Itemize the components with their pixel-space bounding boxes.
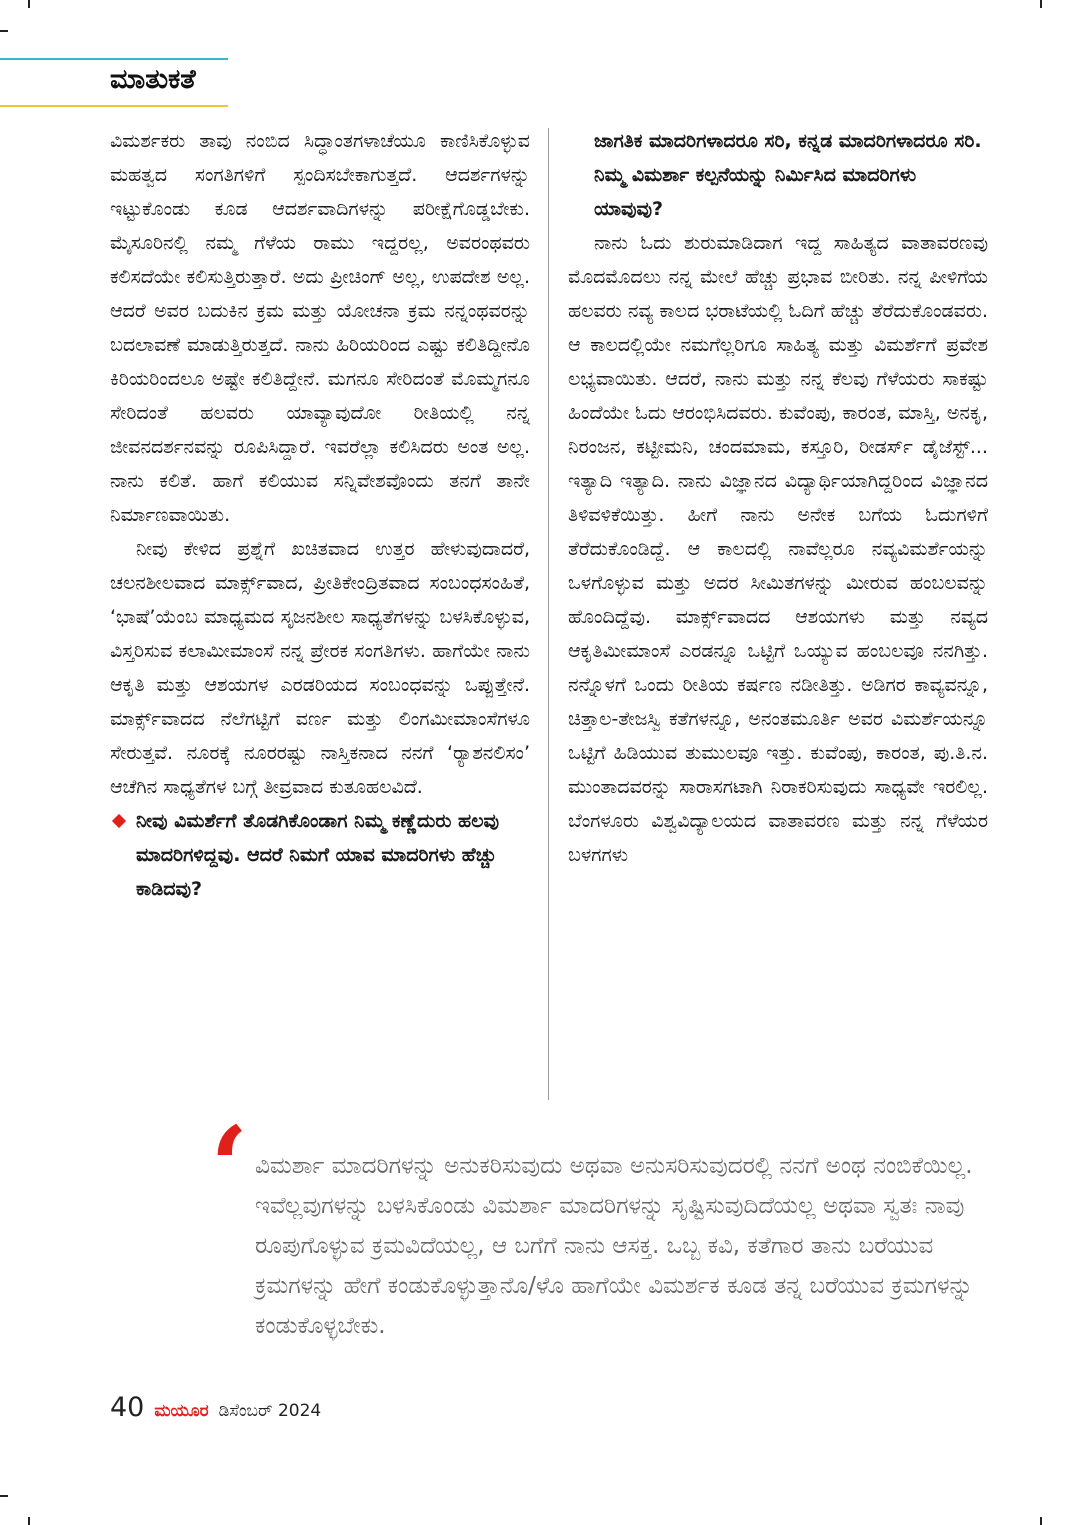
header-rule-top <box>0 58 228 60</box>
crop-mark <box>0 30 8 32</box>
page-number: 40 <box>110 1392 145 1423</box>
right-paragraph-1: ನಾನು ಓದು ಶುರುಮಾಡಿದಾಗ ಇದ್ದ ಸಾಹಿತ್ಯದ ವಾತಾವರಣವು ಮೊದಮೊದಲು ನನ್ನ ಮೇಲೆ ಹೆಚ್ಚು ಪ್ರಭಾವ ಬೀರಿತು. ನನ್ನ ಪೀಳಿಗೆಯ ಹಲವರು ನವ್ಯ ಕಾಲದ ಭರಾಟೆಯಲ್ಲಿ ಓದಿಗೆ ಹೆಚ್ಚು ತೆರೆದುಕೊಂಡವರು. ಆ ಕಾಲದಲ್ಲಿಯೇ ನಮಗೆಲ್ಲರಿಗೂ ಸಾಹಿತ್ಯ ಮತ್ತು ವಿಮರ್ಶೆಗೆ ಪ್ರವೇಶ ಲಭ್ಯವಾಯಿತು. ಆದರೆ, ನಾನು ಮತ್ತು ನನ್ನ ಕೆಲವು ಗೆಳೆಯರು ಸಾಕಷ್ಟು ಹಿಂದೆಯೇ ಓದು ಆರಂಭಿಸಿದವರು. ಕುವೆಂಪು, ಕಾರಂತ, ಮಾಸ್ತಿ, ಅನಕೃ, ನಿರಂಜನ, ಕಟ್ಟೀಮನಿ, ಚಂದಮಾಮ, ಕಸ್ತೂರಿ, ರೀಡರ್ಸ್ ಡೈಜೆಸ್ಟ್... ಇತ್ಯಾದಿ ಇತ್ಯಾದಿ. ನಾನು ವಿಜ್ಞಾನದ ವಿದ್ಯಾರ್ಥಿಯಾಗಿದ್ದರಿಂದ ವಿಜ್ಞಾನದ ತಿಳಿವಳಿಕೆಯಿತ್ತು. ಹೀಗೆ ನಾನು ಅನೇಕ ಬಗೆಯ ಓದುಗಳಿಗೆ ತೆರೆದುಕೊಂಡಿದ್ದೆ. ಆ ಕಾಲದಲ್ಲಿ ನಾವೆಲ್ಲರೂ ನವ್ಯವಿಮರ್ಶೆಯನ್ನು ಒಳಗೊಳ್ಳುವ ಮತ್ತು ಅದರ ಸೀಮಿತಗಳನ್ನು ಮೀರುವ ಹಂಬಲವನ್ನು ಹೊಂದಿದ್ದೆವು. ಮಾರ್ಕ್ಸ್‌ವಾದದ ಆಶಯಗಳು ಮತ್ತು ನವ್ಯದ ಆಕೃತಿಮೀಮಾಂಸೆ ಎರಡನ್ನೂ ಒಟ್ಟಿಗೆ ಒಯ್ಯುವ ಹಂಬಲವೂ ನನಗಿತ್ತು. ನನ್ನೊಳಗೆ ಒಂದು ರೀತಿಯ ಕರ್ಷಣ ನಡೀತಿತ್ತು. ಅಡಿಗರ ಕಾವ್ಯವನ್ನೂ, ಚಿತ್ತಾಲ-ತೇಜಸ್ವಿ ಕತೆಗಳನ್ನೂ, ಅನಂತಮೂರ್ತಿ ಅವರ ವಿಮರ್ಶೆಯನ್ನೂ ಒಟ್ಟಿಗೆ ಹಿಡಿಯುವ ತುಮುಲವೂ ಇತ್ತು. ಕುವೆಂಪು, ಕಾರಂತ, ಪು.ತಿ.ನ. ಮುಂತಾದವರನ್ನು ಸಾರಾಸಗಟಾಗಿ ನಿರಾಕರಿಸುವುದು ಸಾಧ್ಯವೇ ಇರಲಿಲ್ಲ. ಬೆಂಗಳೂರು ವಿಶ್ವವಿದ್ಯಾಲಯದ ವಾತಾವರಣ ಮತ್ತು ನನ್ನ ಗೆಳೆಯರ ಬಳಗಗಳು <box>568 232 988 866</box>
magazine-logo: ಮಯೂರ <box>154 1401 209 1421</box>
issue-date: ಡಿಸೆಂಬರ್ 2024 <box>218 1401 322 1421</box>
page-footer <box>110 1392 321 1423</box>
interview-question <box>110 804 530 906</box>
interview-question-continued: ಜಾಗತಿಕ ಮಾದರಿಗಳಾದರೂ ಸರಿ, ಕನ್ನಡ ಮಾದರಿಗಳಾದರೂ ಸರಿ. ನಿಮ್ಮ ವಿಮರ್ಶಾ ಕಲ್ಪನೆಯನ್ನು ನಿರ್ಮಿಸಿದ ಮಾದರಿಗಳು ಯಾವುವು? <box>594 130 982 220</box>
crop-mark <box>28 1517 30 1525</box>
left-paragraph-1: ವಿಮರ್ಶಕರು ತಾವು ನಂಬಿದ ಸಿದ್ಧಾಂತಗಳಾಚೆಯೂ ಕಾಣಿಸಿಕೊಳ್ಳುವ ಮಹತ್ವದ ಸಂಗತಿಗಳಿಗೆ ಸ್ಪಂದಿಸಬೇಕಾಗುತ್ತದೆ. ಆದರ್ಶಗಳನ್ನು ಇಟ್ಟುಕೊಂಡು ಕೂಡ ಆದರ್ಶವಾದಿಗಳನ್ನು ಪರೀಕ್ಷೆಗೊಡ್ಡಬೇಕು. ಮೈಸೂರಿನಲ್ಲಿ ನಮ್ಮ ಗೆಳೆಯ ರಾಮು ಇದ್ದರಲ್ಲ, ಅವರಂಥವರು ಕಲಿಸದೆಯೇ ಕಲಿಸುತ್ತಿರುತ್ತಾರೆ. ಅದು ಪ್ರೀಚಿಂಗ್ ಅಲ್ಲ, ಉಪದೇಶ ಅಲ್ಲ. ಆದರೆ ಅವರ ಬದುಕಿನ ಕ್ರಮ ಮತ್ತು ಯೋಚನಾ ಕ್ರಮ ನನ್ನಂಥವರನ್ನು ಬದಲಾವಣೆ ಮಾಡುತ್ತಿರುತ್ತದೆ. ನಾನು ಹಿರಿಯರಿಂದ ಎಷ್ಟು ಕಲಿತಿದ್ದೀನೊ ಕಿರಿಯರಿಂದಲೂ ಅಷ್ಟೇ ಕಲಿತಿದ್ದೇನೆ. ಮಗನೂ ಸೇರಿದಂತೆ ಮೊಮ್ಮಗನೂ ಸೇರಿದಂತೆ ಹಲವರು ಯಾವ್ಯಾವುದೋ ರೀತಿಯಲ್ಲಿ ನನ್ನ ಜೀವನದರ್ಶನವನ್ನು ರೂಪಿಸಿದ್ದಾರೆ. ಇವರೆಲ್ಲಾ ಕಲಿಸಿದರು ಅಂತ ಅಲ್ಲ. ನಾನು ಕಲಿತೆ. ಹಾಗೆ ಕಲಿಯುವ ಸನ್ನಿವೇಶವೊಂದು ತನಗೆ ತಾನೇ ನಿರ್ಮಾಣವಾಯಿತು. <box>110 130 530 526</box>
crop-mark <box>0 1495 8 1497</box>
section-title: ಮಾತುಕತೆ <box>110 64 196 95</box>
crop-mark <box>1040 1517 1042 1525</box>
crop-mark <box>28 0 30 8</box>
header-rule-bottom <box>0 105 228 107</box>
crop-mark <box>1040 0 1042 8</box>
pull-quote: ವಿಮರ್ಶಾ ಮಾದರಿಗಳನ್ನು ಅನುಕರಿಸುವುದು ಅಥವಾ ಅನುಸರಿಸುವುದರಲ್ಲಿ ನನಗೆ ಅಂಥ ನಂಬಿಕೆಯಿಲ್ಲ. ಇವೆಲ್ಲವುಗಳನ್ನು ಬಳಸಿಕೊಂಡು ವಿಮರ್ಶಾ ಮಾದರಿಗಳನ್ನು ಸೃಷ್ಟಿಸುವುದಿದೆಯಲ್ಲ ಅಥವಾ ಸ್ವತಃ ನಾವು ರೂಪುಗೊಳ್ಳುವ ಕ್ರಮವಿದೆಯಲ್ಲ, ಆ ಬಗೆಗೆ ನಾನು ಆಸಕ್ತ. ಒಬ್ಬ ಕವಿ, ಕತೆಗಾರ ತಾನು ಬರೆಯುವ ಕ್ರಮಗಳನ್ನು ಹೇಗೆ ಕಂಡುಕೊಳ್ಳುತ್ತಾನೊ/ಳೊ ಹಾಗೆಯೇ ವಿಮರ್ಶಕ ಕೂಡ ತನ್ನ ಬರೆಯುವ ಕ್ರಮಗಳನ್ನು ಕಂಡುಕೊಳ್ಳಬೇಕು. <box>255 1153 973 1339</box>
diamond-bullet-icon <box>112 814 126 828</box>
right-column <box>568 124 988 872</box>
column-divider <box>548 128 549 1100</box>
left-paragraph-2: ನೀವು ಕೇಳಿದ ಪ್ರಶ್ನೆಗೆ ಖಚಿತವಾದ ಉತ್ತರ ಹೇಳುವುದಾದರೆ, ಚಲನಶೀಲವಾದ ಮಾರ್ಕ್ಸ್‌ವಾದ, ಪ್ರೀತಿಕೇಂದ್ರಿತವಾದ ಸಂಬಂಧಸಂಹಿತೆ, ‘ಭಾಷೆ’ಯೆಂಬ ಮಾಧ್ಯಮದ ಸೃಜನಶೀಲ ಸಾಧ್ಯತೆಗಳನ್ನು ಬಳಸಿಕೊಳ್ಳುವ, ವಿಸ್ತರಿಸುವ ಕಲಾಮೀಮಾಂಸೆ ನನ್ನ ಪ್ರೇರಕ ಸಂಗತಿಗಳು. ಹಾಗೆಯೇ ನಾನು ಆಕೃತಿ ಮತ್ತು ಆಶಯಗಳ ಎರಡರಿಯದ ಸಂಬಂಧವನ್ನು ಒಪ್ಪುತ್ತೇನೆ. ಮಾರ್ಕ್ಸ್‌ವಾದದ ನೆಲೆಗಟ್ಟಿಗೆ ವರ್ಣ ಮತ್ತು ಲಿಂಗಮೀಮಾಂಸೆಗಳೂ ಸೇರುತ್ತವೆ. ನೂರಕ್ಕೆ ನೂರರಷ್ಟು ನಾಸ್ತಿಕನಾದ ನನಗೆ ‘ರ್‍ಯಾಶನಲಿಸಂ’ ಆಚೆಗಿನ ಸಾಧ್ಯತೆಗಳ ಬಗ್ಗೆ ತೀವ್ರವಾದ ಕುತೂಹಲವಿದೆ. <box>110 538 530 798</box>
left-column <box>110 124 530 906</box>
quote-mark-icon: ‘ <box>210 1102 249 1231</box>
question-text: ನೀವು ವಿಮರ್ಶೆಗೆ ತೊಡಗಿಕೊಂಡಾಗ ನಿಮ್ಮ ಕಣ್ಣೆದುರು ಹಲವು ಮಾದರಿಗಳಿದ್ದವು. ಆದರೆ ನಿಮಗೆ ಯಾವ ಮಾದರಿಗಳು ಹೆಚ್ಚು ಕಾಡಿದವು? <box>136 810 500 900</box>
